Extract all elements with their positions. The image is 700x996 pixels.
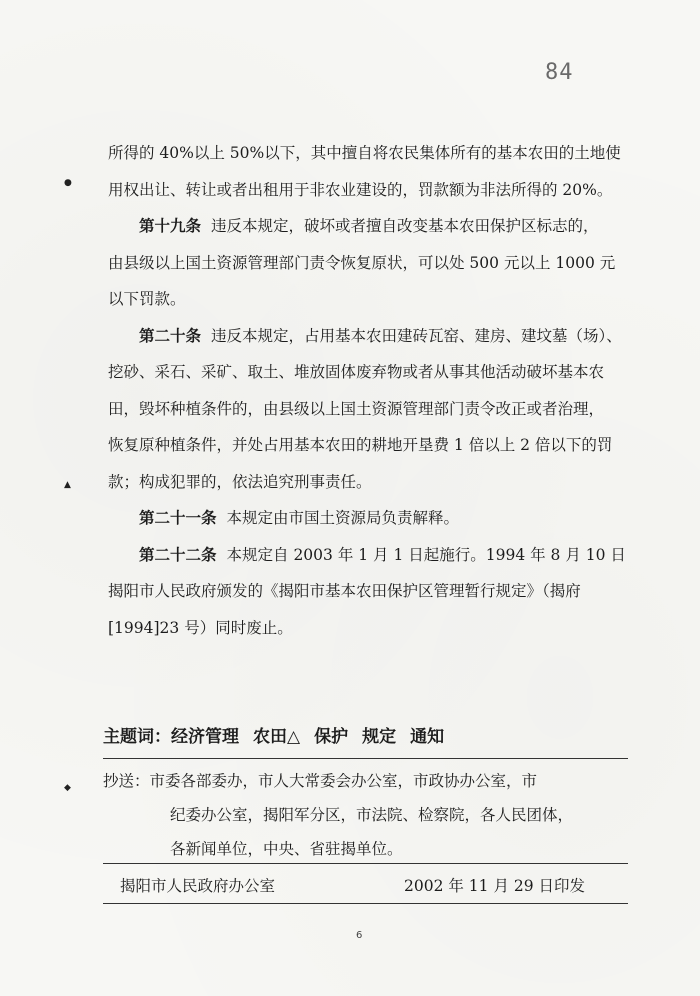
article-19-first-line (108, 208, 633, 245)
subject-keywords (103, 722, 628, 747)
body-line-text: 违反本规定，破坏或者擅自改变基本农田保护区标志的， (211, 217, 599, 235)
article-20-first-line (108, 318, 633, 355)
body-line: 所得的 40%以上 50%以下，其中擅自将农民集体所有的基本农田的土地使 (108, 144, 621, 162)
divider-line (103, 903, 628, 904)
body-line: 恢复原种植条件，并处占用基本农田的耕地开垦费 1 倍以上 2 倍以下的罚 (108, 436, 613, 454)
document-body (108, 135, 633, 646)
body-line: 挖砂、采石、采矿、取土、堆放固体废弃物或者从事其他活动破坏基本农 (108, 363, 605, 381)
keywords-label: 主题词： (103, 727, 171, 747)
article-heading: 第二十二条 (139, 545, 217, 564)
binding-hole-mark: ◆ (64, 783, 71, 793)
cc-line: 各新闻单位，中央、省驻揭单位。 (170, 840, 403, 858)
body-line: 由县级以上国土资源管理部门责令恢复原状，可以处 500 元以上 1000 元 (108, 253, 616, 272)
body-line: 款；构成犯罪的，依法追究刑事责任。 (108, 472, 372, 491)
cc-line-text: 市委各部委办，市人大常委会办公室，市政协办公室，市 (149, 772, 538, 790)
body-line-text: 本规定由市国土资源局负责解释。 (226, 509, 460, 527)
binding-hole-mark: ● (64, 178, 72, 188)
article-heading: 第二十一条 (139, 509, 217, 527)
body-line: 揭阳市人民政府颁发的《揭阳市基本农田保护区管理暂行规定》（揭府 (108, 582, 581, 600)
divider-line (103, 758, 628, 759)
body-line: 田，毁坏种植条件的，由县级以上国土资源管理部门责令改正或者治理， (108, 399, 605, 418)
body-line-text: 违反本规定，占用基本农田建砖瓦窑、建房、建坟墓（场）、 (211, 326, 622, 345)
keyword: 保护 (314, 727, 349, 747)
cc-first-line (103, 764, 643, 798)
handwritten-page-number: 84 (545, 60, 574, 85)
article-22-first-line (108, 537, 633, 574)
cc-recipients (103, 764, 643, 866)
article-heading: 第十九条 (139, 217, 202, 235)
body-line: [1994]23 号）同时废止。 (108, 618, 293, 637)
article-21-line (108, 500, 633, 537)
keyword: 规定 (362, 727, 397, 747)
keyword: 经济管理 (171, 727, 239, 747)
cc-line: 纪委办公室，揭阳军分区，市法院、检察院，各人民团体， (170, 806, 574, 824)
issuing-office: 揭阳市人民政府办公室 (120, 877, 276, 895)
binding-hole-mark: ▲ (64, 480, 71, 490)
cc-label: 抄送： (103, 772, 150, 790)
body-line: 用权出让、转让或者出租用于非农业建设的，罚款额为非法所得的 20%。 (108, 180, 613, 199)
keyword: 通知 (410, 727, 445, 747)
body-line-text: 本规定自 2003 年 1 月 1 日起施行。1994 年 8 月 10 日 (226, 545, 626, 564)
body-line: 以下罚款。 (108, 290, 186, 308)
issue-date: 2002 年 11 月 29 日印发 (404, 877, 586, 895)
divider-line (103, 863, 628, 864)
keyword: 农田△ (253, 727, 301, 747)
page-number: 6 (356, 930, 363, 941)
article-heading: 第二十条 (139, 326, 202, 345)
